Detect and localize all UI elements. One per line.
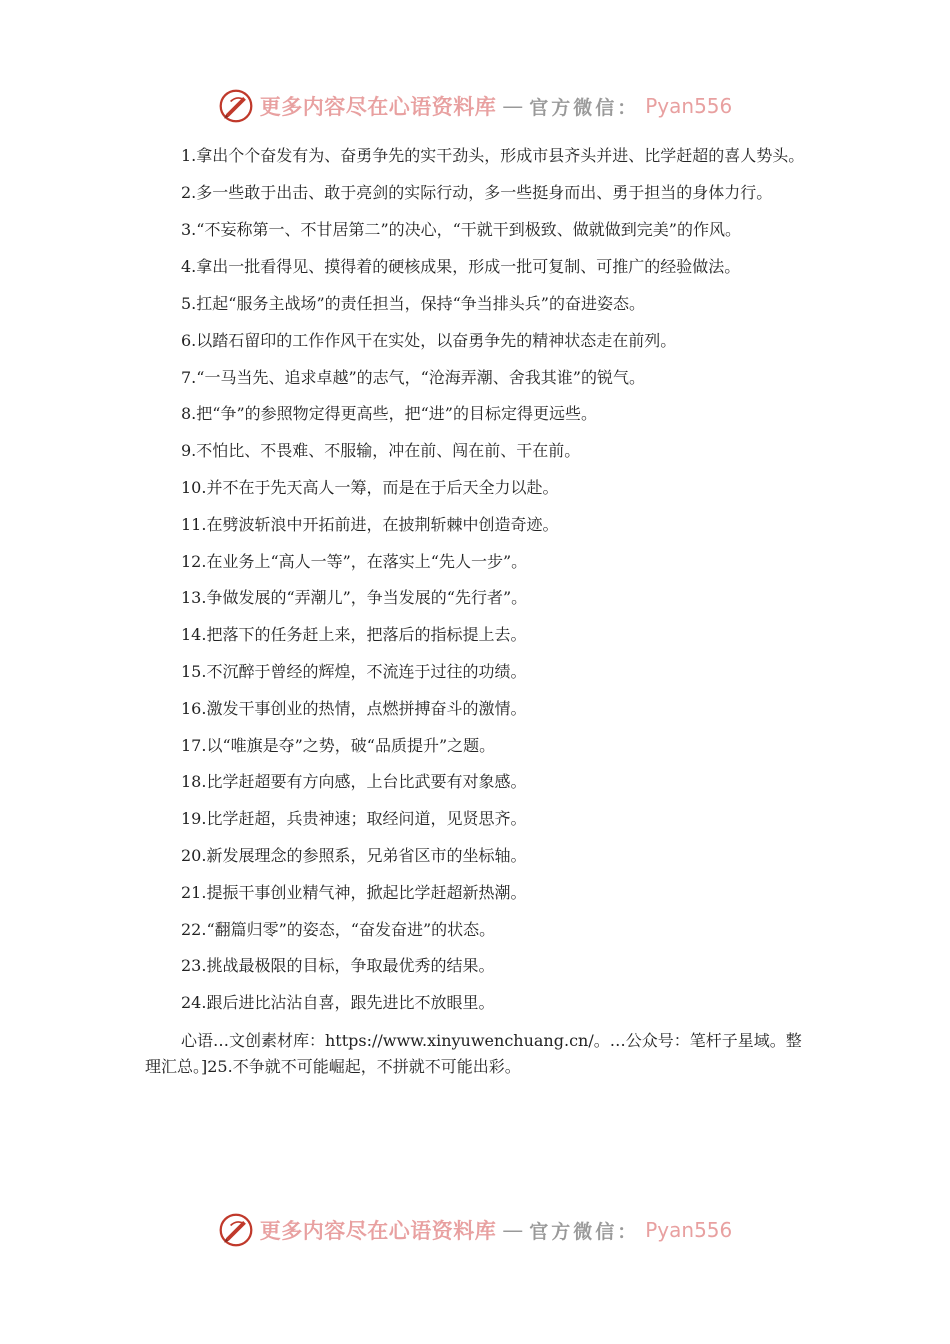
header-banner-dash: —	[502, 94, 524, 118]
list-item: 1.拿出个个奋发有为、奋勇争先的实干劲头，形成市县齐头并进、比学赶超的喜人势头。	[181, 146, 805, 165]
header-banner-inner	[218, 88, 733, 124]
list-item: 22.“翻篇归零”的姿态，“奋发奋进”的状态。	[181, 919, 496, 939]
list-item: 11.在劈波斩浪中开拓前进，在披荆斩棘中创造奇迹。	[181, 514, 559, 534]
list-item: 5.扛起“服务主战场”的责任担当，保持“争当排头兵”的奋进姿态。	[181, 294, 645, 313]
header-banner-text: 更多内容尽在心语资料库	[259, 94, 497, 119]
list-item: 9.不怕比、不畏难、不服输，冲在前、闯在前、干在前。	[181, 441, 581, 461]
list-item: 3.“不妄称第一、不甘居第二”的决心，“干就干到极致、做就做到完美”的作风。	[181, 220, 741, 239]
list-item: 20.新发展理念的参照系，兄弟省区市的坐标轴。	[181, 845, 527, 865]
source-note-paragraph: 心语…文创素材库：https://www.xinyuwenchuang.cn/。…公众号：笔杆子星域。整理汇总。]25.不争就不可能崛起，不拼就不可能出彩。	[145, 1030, 802, 1076]
footer-banner-inner	[218, 1212, 733, 1248]
list-item: 6.以踏石留印的工作作风干在实处，以奋勇争先的精神状态走在前列。	[181, 330, 677, 350]
footer-banner	[0, 1208, 950, 1252]
list-item: 14.把落下的任务赶上来，把落后的指标提上去。	[181, 625, 527, 645]
footer-banner-text: 更多内容尽在心语资料库	[259, 1218, 497, 1243]
list-item: 17.以“唯旗是夺”之势，破“品质提升”之题。	[181, 735, 496, 755]
list-item: 19.比学赶超，兵贵神速；取经问道，见贤思齐。	[181, 809, 527, 829]
list-item: 2.多一些敢于出击、敢于亮剑的实际行动，多一些挺身而出、勇于担当的身体力行。	[181, 183, 773, 202]
list-item: 18.比学赶超要有方向感，上台比武要有对象感。	[181, 772, 527, 792]
list-item: 10.并不在于先天高人一筹，而是在于后天全力以赴。	[181, 477, 559, 497]
footer-wechat-id: Pyan556	[645, 1218, 733, 1242]
list-item: 21.提振干事创业精气神，掀起比学赶超新热潮。	[181, 882, 527, 902]
list-item: 15.不沉醉于曾经的辉煌，不流连于过往的功绩。	[181, 661, 527, 681]
content-body	[145, 144, 807, 1080]
footer-wechat-label: 官方微信：	[529, 1220, 640, 1243]
pen-logo-icon	[218, 88, 254, 124]
list-item: 23.挑战最极限的目标，争取最优秀的结果。	[181, 956, 495, 976]
list-item: 13.争做发展的“弄潮儿”，争当发展的“先行者”。	[181, 588, 528, 608]
list-item: 24.跟后进比沾沾自喜，跟先进比不放眼里。	[181, 993, 495, 1013]
header-banner	[0, 84, 950, 128]
list-item: 8.把“争”的参照物定得更高些，把“进”的目标定得更远些。	[181, 404, 597, 424]
list-item: 12.在业务上“高人一等”，在落实上“先人一步”。	[181, 551, 528, 571]
footer-banner-dash: —	[502, 1218, 524, 1242]
list-item: 7.“一马当先、追求卓越”的志气，“沧海弄潮、舍我其谁”的锐气。	[181, 367, 645, 387]
header-wechat-label: 官方微信：	[529, 96, 640, 119]
list-item: 16.激发干事创业的热情，点燃拼搏奋斗的激情。	[181, 698, 527, 718]
header-wechat-id: Pyan556	[645, 94, 733, 118]
list-item: 4.拿出一批看得见、摸得着的硬核成果，形成一批可复制、可推广的经验做法。	[181, 257, 741, 276]
pen-logo-icon	[218, 1212, 254, 1248]
